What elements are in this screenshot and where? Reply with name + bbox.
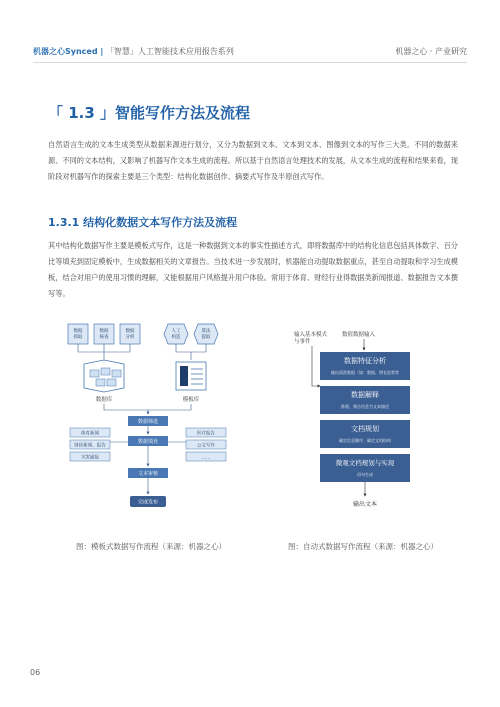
right-items xyxy=(186,428,226,461)
left-items xyxy=(70,428,110,461)
input-rules-line1: 输入基本模式 xyxy=(294,332,328,338)
stage2-sub: 推理、聚合信息为文本描述 xyxy=(341,404,389,409)
top-box-2-line1: 数据 xyxy=(125,329,135,334)
left-item-2: 灾害通报 xyxy=(81,455,99,461)
top-box-0-line2: 抓取 xyxy=(73,335,83,340)
header-left xyxy=(33,46,234,57)
report-series: 「智慧」人工智能技术应用报告系列 xyxy=(105,47,234,56)
data-select-label: 数据筛选 xyxy=(137,419,159,425)
tr-box-0-line2: 构造 xyxy=(171,335,181,340)
header-divider xyxy=(33,62,467,63)
right-item-1: 公文写作 xyxy=(197,443,215,449)
stage2-label: 数据解释 xyxy=(351,391,379,399)
tr-box-1-line2: 提取 xyxy=(201,335,211,340)
stage3-label: 文档规划 xyxy=(351,425,379,433)
text-review-label: 文本审核 xyxy=(137,471,159,477)
stage3-sub: 确定信息顺序、确定文档结构 xyxy=(339,438,391,443)
figure-auto-flow xyxy=(272,316,452,516)
database-icon xyxy=(84,360,124,392)
figure1-caption: 图：模板式数据写作流程（来源：机器之心） xyxy=(76,542,226,551)
subsection-title: 1.3.1 结构化数据文本写作方法及流程 xyxy=(48,216,238,229)
stage4-sub: 语句生成 xyxy=(357,472,373,477)
top-step-boxes xyxy=(68,324,140,344)
template-flow-diagram xyxy=(58,316,238,516)
template-library-label: 模板库 xyxy=(182,397,200,403)
brand-name: 机器之心Synced | xyxy=(33,47,104,56)
stage1-sub: 输出清洗数据（如：数据、增长趋势等 xyxy=(331,370,399,375)
top-box-2-line2: 分析 xyxy=(125,335,135,340)
input-data-label: 数值数据输入 xyxy=(342,332,376,338)
tr-box-1-line1: 算法 xyxy=(201,329,211,334)
top-box-0-line1: 数据 xyxy=(73,329,83,334)
input-rules-line2: 与事件 xyxy=(294,339,311,345)
right-item-2: …… xyxy=(201,455,211,461)
auto-flow-diagram xyxy=(272,316,452,516)
figure2-caption: 图：自动式数据写作流程（来源：机器之心） xyxy=(288,542,438,551)
publish-label: 完成发布 xyxy=(137,499,159,506)
top-box-1-line1: 数据 xyxy=(99,329,109,334)
stage1-label: 数据特征分析 xyxy=(344,357,386,365)
template-library-icon xyxy=(176,362,206,390)
intro-paragraph: 自然语言生成的文本生成类型从数据来源进行划分，又分为数据到文本、文本到文本、图像到文本的写作三大类。不同的数据来源、不同的文本结构，又影响了机器写作文本生成的流程。所以基于自然语言处理技术的发展，从文本生成的流程和结果来看，现阶段对机器写作的探索主要是三个类型：结构化数据创作、摘要式写作及半原创式写作。 xyxy=(48,140,458,181)
right-item-0: 医疗报告 xyxy=(197,431,215,437)
page-number: 06 xyxy=(30,668,41,677)
stage4-label: 微观文档规划与实现 xyxy=(335,459,395,467)
figure-template-flow xyxy=(58,316,238,516)
body-paragraph: 其中结构化数据写作主要是模板式写作，这是一种数据到文本的事实性描述方式，即将数据库中的结构化信息包括具体数字、百分比等填充到固定模板中，生成数据相关的文章报告。当技术进一步发展时，机器能自动提取数据重点，甚至自动提取和学习生成模板，结合对用户的使用习惯的理解，又能根据用户风格提升用户体验。常用于体育、财经行业得数据类新闻报道、数据报告文本撰写等。 xyxy=(48,241,458,298)
header-right: 机器之心 · 产业研究 xyxy=(395,47,467,56)
left-item-0: 体育新闻 xyxy=(81,431,99,437)
output-label: 输出文本 xyxy=(352,501,378,508)
database-label: 数据库 xyxy=(95,397,113,403)
section-title: 「 1.3 」智能写作方法及流程 xyxy=(48,104,251,122)
top-right-boxes xyxy=(164,324,218,344)
left-item-1: 财经新闻、报告 xyxy=(74,443,106,449)
data-fill-label: 数据填充 xyxy=(137,439,159,445)
top-box-1-line2: 核查 xyxy=(99,335,109,340)
tr-box-0-line1: 人工 xyxy=(171,329,181,334)
